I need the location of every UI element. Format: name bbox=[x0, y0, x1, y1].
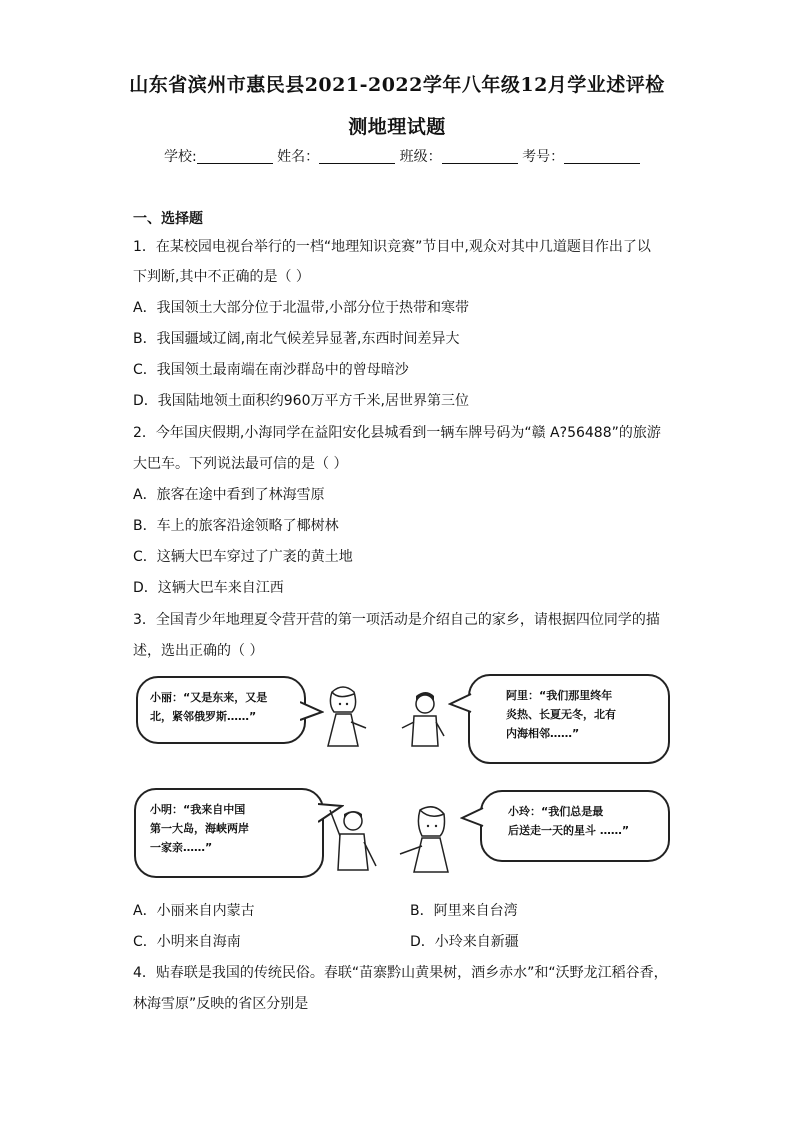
boy-figure-xiaoming bbox=[328, 806, 380, 874]
speech-bubble-xiaoling bbox=[480, 790, 670, 862]
q1-stem-line-1: 1．在某校园电视台举行的一档“地理知识竞赛”节目中,观众对其中几道题目作出了以 bbox=[133, 239, 651, 255]
page-title-line-2: 测地理试题 bbox=[348, 116, 446, 138]
q3-option-a: A．小丽来自内蒙古 bbox=[133, 903, 255, 919]
q2-stem-line-1: 2．今年国庆假期,小海同学在益阳安化县城看到一辆车牌号码为“赣 A?56488”的旅游 bbox=[133, 425, 661, 441]
page-title-line-1: 山东省滨州市惠民县2021-2022学年八年级12月学业述评检 bbox=[129, 74, 665, 96]
number-label: 考号： bbox=[522, 149, 565, 165]
class-label: 班级： bbox=[399, 149, 442, 165]
q3-stem-line-2: 述，选出正确的（ ） bbox=[133, 643, 264, 659]
bubble-text-line: 阿里：“我们那里终年 bbox=[506, 689, 613, 702]
q4-stem-line-2: 林海雪原”反映的省区分别是 bbox=[133, 996, 309, 1012]
boy-figure-ali bbox=[400, 688, 450, 750]
bubble-text-line: 小明：“我来自中国 bbox=[150, 803, 246, 816]
q2-option-d: D．这辆大巴车来自江西 bbox=[133, 580, 284, 596]
bubble-tail-xiaoling bbox=[460, 806, 484, 830]
q3-option-b: B．阿里来自台湾 bbox=[410, 903, 518, 919]
bubble-text-line: 后送走一天的星斗 ……” bbox=[508, 824, 630, 837]
q3-option-c: C．小明来自海南 bbox=[133, 934, 241, 950]
speech-bubble-xiaoming bbox=[134, 788, 324, 878]
name-label: 姓名： bbox=[277, 149, 320, 165]
girl-figure-xiaoling bbox=[396, 804, 456, 874]
q4-stem-line-1: 4．贴春联是我国的传统民俗。春联“苗寨黔山黄果树，酒乡赤水”和“沃野龙江稻谷香， bbox=[133, 965, 668, 981]
bubble-text-line: 小玲：“我们总是最 bbox=[508, 805, 604, 818]
speech-bubble-ali bbox=[468, 674, 670, 764]
q1-option-c: C．我国领土最南端在南沙群岛中的曾母暗沙 bbox=[133, 362, 409, 378]
q1-option-a: A．我国领土大部分位于北温带,小部分位于热带和寒带 bbox=[133, 300, 470, 316]
school-blank bbox=[197, 149, 273, 164]
school-label: 学校: bbox=[164, 149, 197, 165]
section-title: 一、选择题 bbox=[133, 211, 203, 227]
bubble-text-line: 一家亲……” bbox=[150, 841, 213, 854]
bubble-text-line: 北，紧邻俄罗斯……” bbox=[150, 710, 257, 723]
q1-option-b: B．我国疆域辽阔,南北气候差异显著,东西时间差异大 bbox=[133, 331, 460, 347]
bubble-tail-ali bbox=[448, 692, 472, 716]
bubble-text-line: 小丽：“又是东来，又是 bbox=[150, 691, 268, 704]
girl-figure-xiaoli bbox=[318, 684, 368, 750]
student-info-row bbox=[164, 146, 640, 166]
q3-stem-line-1: 3．全国青少年地理夏令营开营的第一项活动是介绍自己的家乡，请根据四位同学的描 bbox=[133, 612, 660, 628]
q3-option-d: D．小玲来自新疆 bbox=[410, 934, 519, 950]
name-blank bbox=[319, 149, 395, 164]
bubble-text-line: 内海相邻……” bbox=[506, 727, 580, 740]
q2-option-c: C．这辆大巴车穿过了广袤的黄土地 bbox=[133, 549, 353, 565]
q1-option-d: D．我国陆地领土面积约960万平方千米,居世界第三位 bbox=[133, 393, 469, 409]
q2-option-b: B．车上的旅客沿途领略了椰树林 bbox=[133, 518, 339, 534]
q2-option-a: A．旅客在途中看到了林海雪原 bbox=[133, 487, 325, 503]
bubble-text-line: 第一大岛，海峡两岸 bbox=[150, 822, 249, 835]
q2-stem-line-2: 大巴车。下列说法最可信的是（ ） bbox=[133, 456, 348, 472]
speech-bubble-xiaoli bbox=[136, 676, 306, 744]
bubble-text-line: 炎热、长夏无冬，北有 bbox=[506, 708, 616, 721]
number-blank bbox=[564, 149, 640, 164]
q1-stem-line-2: 下判断,其中不正确的是（ ） bbox=[133, 269, 310, 285]
class-blank bbox=[442, 149, 518, 164]
